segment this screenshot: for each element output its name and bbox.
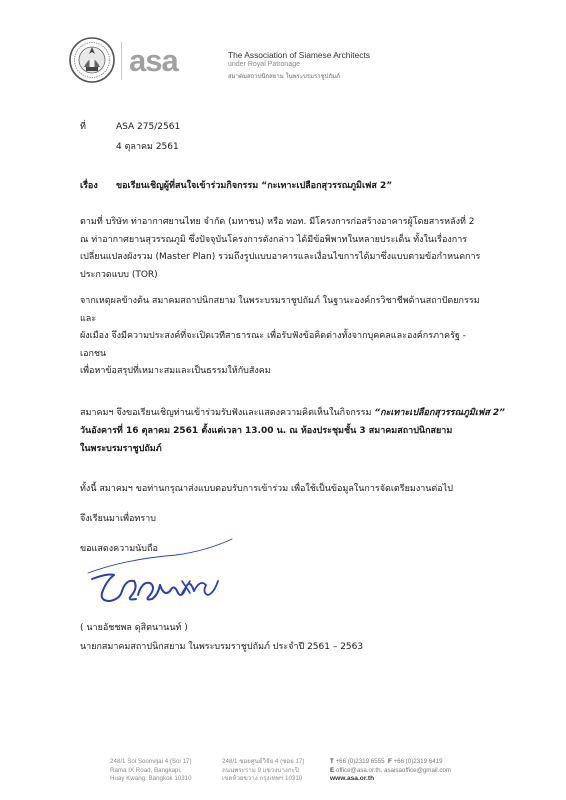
paragraph-3-line-1 [80, 405, 505, 423]
paragraph-1-line: ณ ท่าอากาศยานสุวรรณภูมิ ซึ่งปัจจุบันโครงการดังกล่าว ได้มีข้อพิพาทในหลายประเด็น ทั้งในเรื่องการ [80, 234, 468, 245]
asa-logo [129, 49, 209, 75]
tel-number: +66 (0)2319 6555 [335, 758, 385, 765]
footer-address-thai [222, 758, 304, 784]
paragraph-2-line: เพื่อหาข้อสรุปที่เหมาะสมและเป็นธรรมให้กับสังคม [80, 366, 271, 376]
paragraph-4: ทั้งนี้ สมาคมฯ ขอท่านกรุณาส่งแบบตอบรับการเข้าร่วม เพื่อใช้เป็นข้อมูลในการจัดเตรียมงานต่อไป [80, 484, 453, 494]
paragraph-2-line: จากเหตุผลข้างต้น สมาคมสถาปนิกสยาม ในพระบรมราชูปถัมภ์ ในฐานะองค์กรวิชาชีพด้านสถาปัตยกรรมและ [80, 296, 480, 324]
footer-phone-line [330, 758, 451, 767]
reference-label: ที่ [80, 122, 86, 132]
footer-address-line: Rama IX Road, Bangkapi, [110, 766, 182, 774]
header-divider [121, 42, 122, 80]
fax-label: F [388, 758, 392, 765]
letter-date: 4 ตุลาคม 2561 [116, 142, 179, 152]
association-subtitle: under Royal Patronage [228, 61, 300, 68]
paragraph-1-line: ตามที่ บริษัท ท่าอากาศยานไทย จำกัด (มหาชน) หรือ ทอท. มีโครงการก่อสร้างอาคารผู้โดยสารหลังที่ 2 [80, 217, 475, 227]
signer-name: ( นายอัชชพล ดุสิตนานนท์ ) [80, 623, 188, 633]
fax-number: +66 (0)2319 6419 [393, 758, 443, 765]
footer-contact [330, 758, 451, 784]
footer-address-line: Huay Kwang, Bangkok 10310 [110, 775, 192, 783]
tel-label: T [330, 758, 334, 765]
signer-title: นายกสมาคมสถาปนิกสยาม ในพระบรมราชูปถัมภ์ ประจำปี 2561 – 2563 [80, 642, 364, 652]
svg-text:asa: asa [129, 49, 178, 75]
closing-salutation: ขอแสดงความนับถือ [80, 544, 158, 554]
website-link[interactable]: www.asa.or.th [330, 775, 375, 783]
seal-logo [69, 37, 115, 83]
footer-address-line: 248/1 ซอยศูนย์วิจัย 4 (ซอย 17) [222, 758, 305, 765]
footer-address-line: 248/1 Soi Soonvijai 4 (Soi 17) [110, 758, 192, 765]
subject-label: เรื่อง [80, 181, 98, 191]
paragraph-1-line: เปลี่ยนแปลงผังรวม (Master Plan) รวมถึงรูปแบบอาคารและเงื่อนไขการได้มาซึ่งแบบตามข้อกำหนดการ [80, 252, 481, 262]
subject-text: ขอเรียนเชิญผู้ที่สนใจเข้าร่วมกิจกรรม “กะเทาะเปลือกสุวรรณภูมิเฟส 2” [116, 181, 393, 191]
paragraph-2 [80, 293, 492, 381]
footer-address-line: เขตห้วยขวาง กรุงเทพฯ 10310 [222, 775, 303, 783]
event-venue-continued: ในพระบรมราชูปถัมภ์ [80, 444, 162, 454]
invitation-text: สมาคมฯ จึงขอเรียนเชิญท่านเข้าร่วมรับฟังและแสดงความคิดเห็นในกิจกรรม [80, 408, 375, 418]
paragraph-1 [80, 214, 492, 284]
paragraph-2-line: ผังเมือง จึงมีความประสงค์ที่จะเปิดเวทีสาธารณะ เพื่อรับฟังข้อคิดต่างทั้งจากบุคคลและองค์กรภาครัฐ - เอกชน [80, 331, 466, 359]
footer-address-line: ถนนพระราม 9 แขวงบางกะปิ [222, 766, 299, 774]
footer-email-line [330, 767, 451, 776]
paragraph-1-line: ประกวดแบบ (TOR) [80, 269, 158, 280]
event-datetime-venue: วันอังคารที่ 16 ตุลาคม 2561 ตั้งแต่เวลา 13.00 น. ณ ห้องประชุมชั้น 3 สมาคมสถาปนิกสยาม [80, 426, 453, 436]
email-label: E [330, 766, 335, 774]
handwritten-signature [86, 535, 236, 607]
email-address[interactable]: office@asa.or.th, asaisaoffice@gmail.com [335, 766, 452, 774]
reference-number: ASA 275/2561 [116, 122, 181, 132]
association-thai-name: สมาคมสถาปนิกสยาม ในพระบรมราชูปถัมภ์ [228, 73, 341, 80]
paragraph-5: จึงเรียนมาเพื่อทราบ [80, 514, 156, 524]
association-name: The Association of Siamese Architects [228, 50, 370, 60]
footer-address-english [110, 758, 192, 784]
event-name: “กะเทาะเปลือกสุวรรณภูมิเฟส 2” [374, 408, 505, 418]
